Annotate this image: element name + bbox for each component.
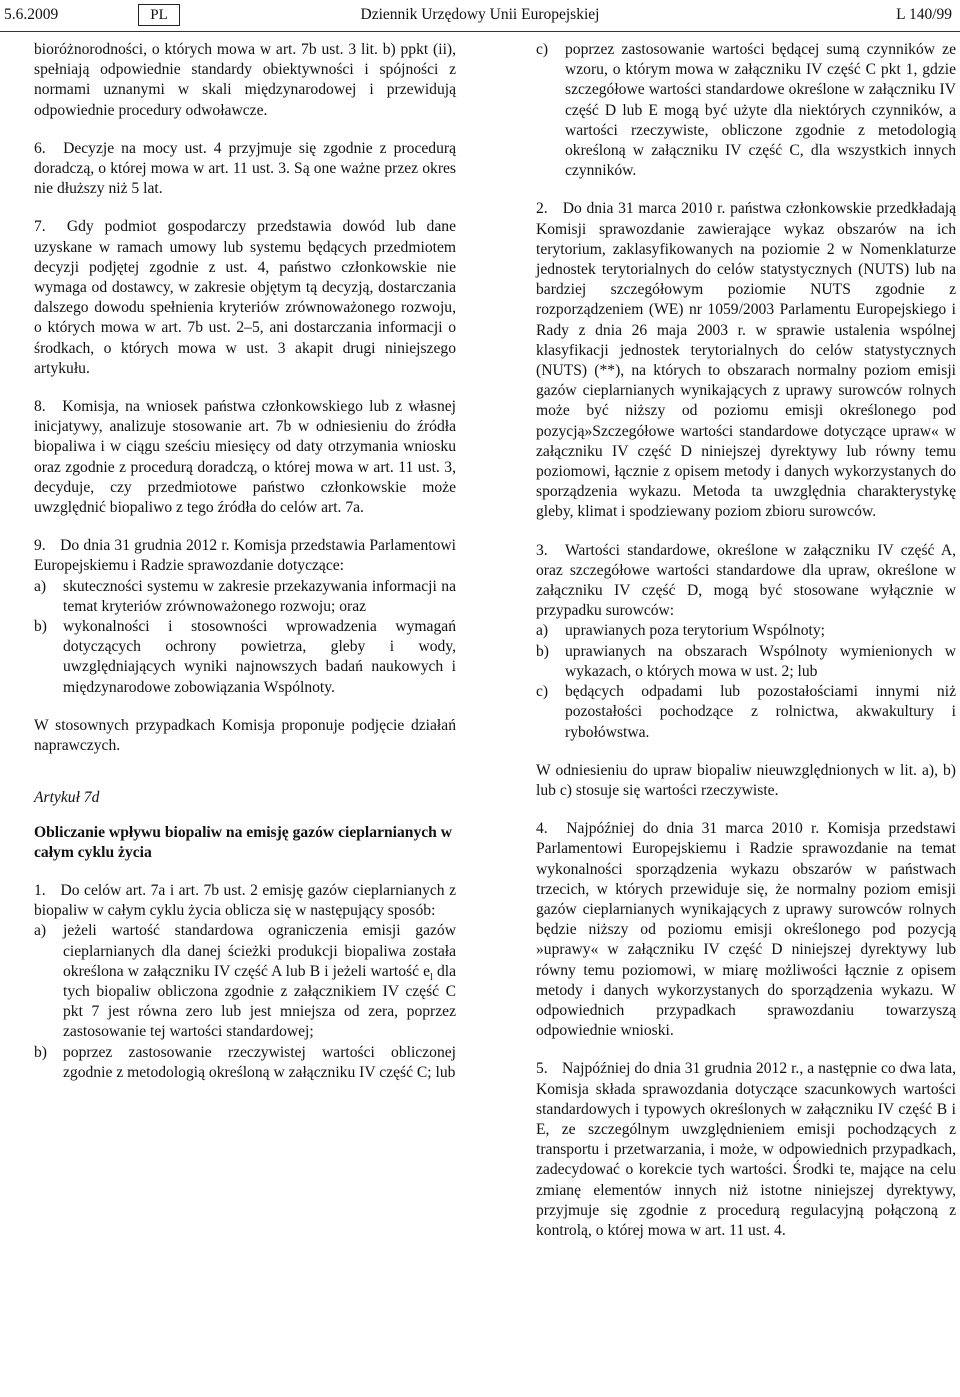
list-text-part: dla tych biopaliw obliczona zgodnie z załącznikiem IV część C pkt 7 jest równa zero lub jest mniejsza od zera, poprzez zastosowanie tej wartości standardowej;	[63, 962, 457, 1041]
list-item	[536, 40, 956, 181]
left-column	[34, 40, 456, 1083]
list-text	[63, 921, 456, 1042]
paragraph-text: Gdy podmiot gospodarczy przedstawia dowód lub dane uzyskane w ramach umowy lub systemu będących przedmiotem decyzji podjętej zgodnie z ust. 4, państwo członkowskie nie wymaga od dostawcy, w zakresie objętym tą decyzją, dostarczania dalszego dowodu spełnienia kryteriów zrównoważonego rozwoju, o których mowa w art. 7b ust. 2–5, ani dostarczania informacji o środkach, o których mowa w ust. 3 akapit drugi niniejszego artykułu.	[34, 218, 456, 377]
list-text: będących odpadami lub pozostałościami innymi niż pozostałości pochodzące z rolnictwa, akwakultury i rybołówstwa.	[565, 683, 956, 741]
language-badge: PL	[138, 4, 180, 26]
paragraph-number: 8.	[34, 398, 46, 416]
list-label: c)	[536, 41, 549, 58]
list-item	[536, 682, 956, 743]
subscript: l	[430, 971, 433, 983]
publication-date: 5.6.2009	[4, 6, 59, 23]
paragraph-text: Najpóźniej do dnia 31 grudnia 2012 r., a następnie co dwa lata, Komisja składa sprawozdania dotyczące szacunkowych wartości standardowych i typowych określonych w załączniku IV część B i E, ze szczególnym uwzględnieniem emisji pochodzących z transportu i przetwarzania, i może, w odpowiednich przypadkach, zadecydować o korekcie tych wartości. Środki te, mające na celu zmianę elementów innych niż istotne niniejszej dyrektywy, przyjmuje się zgodnie z procedurą regulacyjną połączoną z kontrolą, o której mowa w art. 11 ust. 4.	[536, 1060, 956, 1239]
list-item	[34, 921, 456, 1042]
right-column	[536, 40, 956, 1241]
paragraph-text: Wartości standardowe, określone w załączniku IV część A, oraz szczegółowe wartości standardowe dla upraw, określone w załączniku IV część D, mogą być stosowane wyłącznie w przypadku surowców:	[536, 541, 956, 620]
list-label: b)	[34, 618, 47, 636]
paragraph-2	[536, 199, 956, 522]
paragraph-number: 3.	[536, 541, 548, 559]
paragraph-6	[34, 139, 456, 200]
paragraph-7	[34, 217, 456, 379]
list-text: wykonalności i stosowności wprowadzenia wymagań dotyczących ochrony powietrza, gleby i wody, uwzględniających wyniki najnowszych badań naukowych i międzynarodowe zobowiązania Wspólnoty.	[63, 618, 456, 696]
header-divider	[0, 31, 960, 32]
paragraph-number: 7.	[34, 218, 46, 236]
article-number: Artykuł 7d	[34, 789, 100, 807]
paragraph-number: 1.	[34, 881, 46, 899]
list-label: b)	[536, 642, 549, 660]
paragraph-4	[536, 819, 956, 1041]
list-text-part: jeżeli wartość standardowa ograniczenia emisji gazów cieplarnianych dla danej ścieżki produkcji biopaliwa została określona w załączniku IV część A lub B i jeżeli wartość e	[63, 922, 456, 980]
list-text: poprzez zastosowanie rzeczywistej wartości obliczonej zgodnie z metodologią określoną w załączniku IV część C; lub	[63, 1043, 456, 1081]
list-text: skuteczności systemu w zakresie przekazywania informacji na temat kryteriów zrównoważonego rozwoju; oraz	[63, 577, 456, 615]
paragraph-number: 2.	[536, 200, 548, 218]
paragraph-text: Do dnia 31 grudnia 2012 r. Komisja przedstawia Parlamentowi Europejskiemu i Radzie sprawozdanie dotyczące:	[34, 537, 456, 575]
article-title	[34, 788, 456, 808]
paragraph-text: Komisja, na wniosek państwa członkowskiego lub z własnej inicjatywy, analizuje stosowanie art. 7b w odniesieniu do źródła biopaliwa i w ciągu sześciu miesięcy od daty otrzymania wniosku oraz zgodnie z procedurą doradczą, o której mowa w art. 11 ust. 3, decyduje, czy przedmiotowe państwo członkowskie może uwzględnić biopaliwo z tego źródła do celów art. 7a.	[34, 398, 457, 517]
paragraph-number: 4.	[536, 820, 548, 838]
paragraph-9	[34, 536, 456, 576]
paragraph-number: 6.	[34, 139, 46, 157]
intro-paragraph: bioróżnorodności, o których mowa w art. 7b ust. 3 lit. b) ppkt (ii), spełniają odpowiednie standardy obiektywności i spójności z normami uznanymi w skali międzynarodowej i przewidują odpowiednie procedury odwoławcze.	[34, 41, 456, 119]
list-label: c)	[536, 683, 549, 701]
page-header	[0, 0, 960, 30]
article-paragraph-1	[34, 881, 456, 921]
journal-title: Dziennik Urzędowy Unii Europejskiej	[360, 6, 600, 23]
list-label: a)	[34, 577, 47, 595]
list-text: poprzez zastosowanie wartości będącej sumą czynników ze wzoru, o którym mowa w załączniku IV część C pkt 1, gdzie szczegółowe wartości standardowe określone w załączniku IV część D lub E mogą być użyte dla niektórych czynników, a wartości rzeczywiste, obliczone zgodnie z metodologią określoną w załączniku IV część C, dla wszystkich innych czynników.	[565, 41, 956, 180]
list-item	[536, 642, 956, 682]
article-heading: Obliczanie wpływu biopaliw na emisję gazów cieplarnianych w całym cyklu życia	[34, 823, 453, 861]
list-label: b)	[34, 1043, 47, 1061]
paragraph-3-tail: W odniesieniu do upraw biopaliw nieuwzględnionych w lit. a), b) lub c) stosuje się wartości rzeczywiste.	[536, 761, 956, 799]
list-item	[34, 577, 456, 617]
paragraph-5	[536, 1059, 956, 1241]
paragraph-number: 5.	[536, 1060, 548, 1078]
list-label: a)	[536, 622, 549, 640]
list-item	[536, 621, 956, 641]
paragraph-9-tail: W stosownych przypadkach Komisja proponuje podjęcie działań naprawczych.	[34, 716, 456, 755]
list-item	[34, 617, 456, 698]
list-item	[34, 1043, 456, 1083]
list-label: a)	[34, 922, 47, 940]
paragraph-text: Do dnia 31 marca 2010 r. państwa członkowskie przedkładają Komisji sprawozdanie zawierające wykaz obszarów na ich terytorium, zaklasyfikowanych na poziomie 2 w Nomenklaturze jednostek terytorialnych do celów statystycznych (NUTS) lub na bardziej szczegółowym poziomie NUTS zgodnie z rozporządzeniem (WE) nr 1059/2003 Parlamentu Europejskiego i Rady z dnia 26 maja 2003 r. w sprawie ustalenia wspólnej klasyfikacji jednostek terytorialnych do celów statystycznych (NUTS) (**), na których to obszarach normalny poziom emisji gazów cieplarnianych wynikających z uprawy surowców rolnych może być niższy od poziomu emisji określonego pod pozycją»Szczegółowe wartości standardowe dotyczące upraw« w załączniku IV część D niniejszej dyrektywy lub równy temu poziomowi, łącznie z opisem metody i danych wykorzystanych do sporządzenia wykazu. Metoda ta uwzględnia charakterystykę gleby, klimat i spodziewany poziom zbioru surowców.	[536, 200, 957, 521]
paragraph-8	[34, 397, 456, 518]
paragraph-text: Do celów art. 7a i art. 7b ust. 2 emisję gazów cieplarnianych z biopaliw w całym cyklu życia oblicza się w następujący sposób:	[34, 881, 457, 920]
list-text: uprawianych poza terytorium Wspólnoty;	[565, 622, 825, 640]
paragraph-number: 9.	[34, 537, 46, 555]
list-text: uprawianych na obszarach Wspólnoty wymienionych w wykazach, o których mowa w ust. 2; lub	[565, 642, 956, 680]
page-reference: L 140/99	[896, 6, 952, 23]
paragraph-3	[536, 541, 956, 622]
paragraph-text: Decyzje na mocy ust. 4 przyjmuje się zgodnie z procedurą doradczą, o której mowa w art. 11 ust. 3. Są one ważne przez okres nie dłuższy niż 5 lat.	[34, 139, 456, 198]
paragraph-text: Najpóźniej do dnia 31 marca 2010 r. Komisja przedstawi Parlamentowi Europejskiemu i Radzie sprawozdanie na temat wykonalności sporządzenia wykazu obszarów w państwach trzecich, w których przewiduje się, że normalny poziom emisji gazów cieplarnianych wynikających z uprawy surowców rolnych będzie niższy od poziomu emisji określonego pod pozycją »uprawy« w załączniku IV część D niniejszej dyrektywy lub równy temu poziomowi, w miarę możliwości łącznie z opisem metody i danych wykorzystanych do sporządzenia wykazu. W odpowiednich przypadkach sprawozdaniu towarzyszą odpowiednie wnioski.	[536, 820, 956, 1040]
